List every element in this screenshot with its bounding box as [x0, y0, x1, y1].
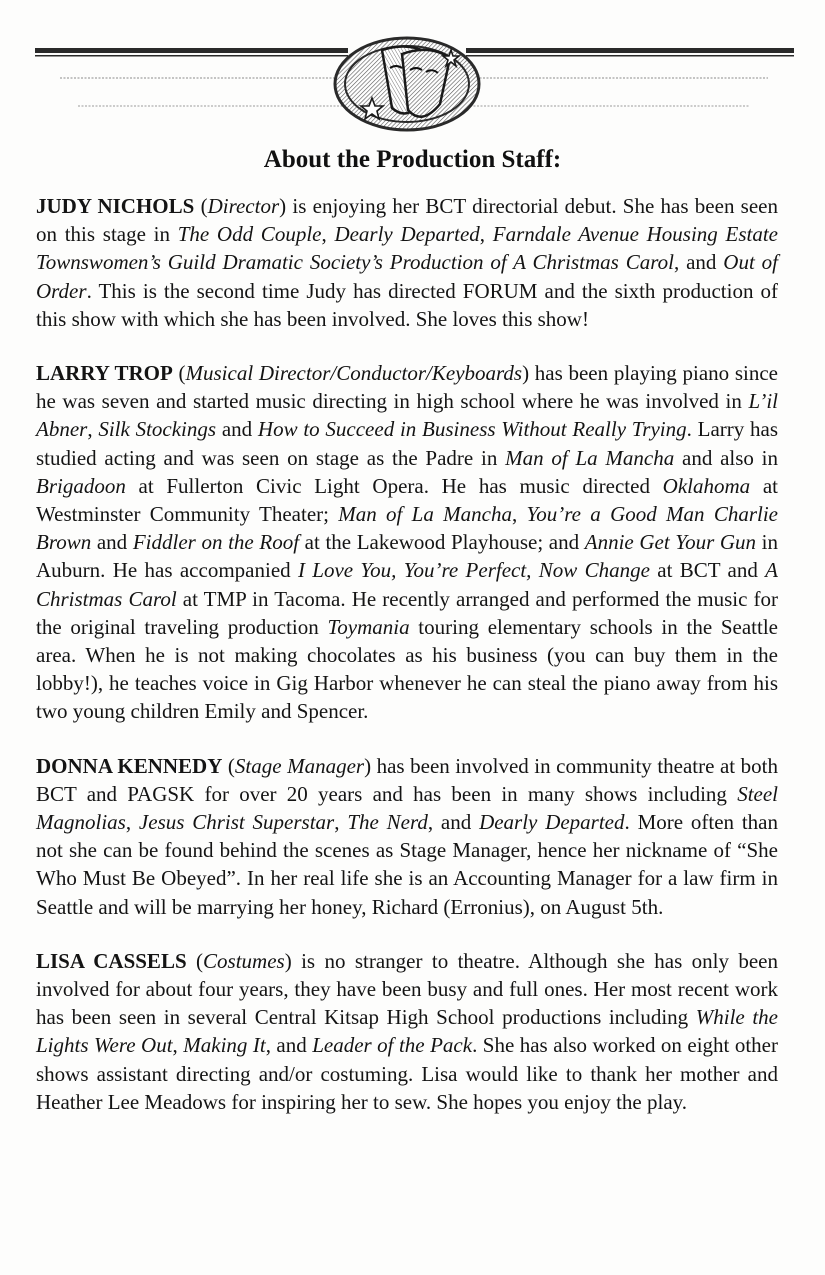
staff-role: Director [207, 194, 280, 218]
bio-text: is no stranger to theatre. Although she has only been involved for about four years, they have been busy and full ones. Her most recent work has been seen in several Central Kitsap High School productions including [36, 948, 778, 1030]
show-title: Making It [183, 1033, 266, 1058]
show-title: Annie Get Your Gun [584, 530, 757, 555]
theatre-masks-emblem-icon [30, 30, 795, 140]
show-title: Man of La Mancha [338, 502, 512, 527]
show-title: Farndale Avenue Housing Estate Townswomen’s Guild Dramatic Society’s Production of A Christmas Carol [36, 222, 778, 275]
show-title: I Love You, You’re Perfect, Now Change [297, 558, 650, 583]
bio-paragraph: JUDY NICHOLS (Director) is enjoying her BCT directorial debut. She has been seen on this stage in The Odd Couple, Dearly Departed, Farndale Avenue Housing Estate Townswomen’s Guild Dramatic Society’s Production of A Christmas Carol, and Out of Order. This is the second time Judy has directed FORUM and the sixth production of this show with which she has been involved. She loves this show! [36, 194, 778, 331]
staff-name: JUDY NICHOLS [36, 194, 195, 218]
show-title: How to Succeed in Business Without Really Trying [257, 417, 687, 442]
bio-text: and [216, 417, 258, 442]
bio-text: at Westminster Community Theater; [36, 473, 778, 527]
bio-text: at BCT and [649, 558, 766, 583]
bio-text: in Auburn. He has accompanied [36, 530, 778, 583]
bio-text: has been involved in community theatre at both BCT and PAGSK for over 20 years and has been in many shows including [36, 753, 778, 806]
show-title: While the Lights Were Out [36, 1005, 779, 1058]
bio-text: , [87, 417, 99, 442]
show-title: The Odd Couple [177, 222, 322, 247]
staff-role: Stage Manager [234, 753, 365, 778]
bio-text: , [321, 222, 335, 247]
staff-name: LISA CASSELS [36, 948, 187, 973]
bio-text: , [172, 1033, 184, 1058]
bio-text: . This is the second time Judy has directed FORUM and the sixth production of this show with which she has been involved. She loves this show! [36, 278, 778, 331]
bio-text: , and [427, 810, 480, 835]
bio-text: is enjoying her BCT directorial debut. She has been seen on this stage in [36, 194, 778, 247]
bio-text: , and [265, 1033, 313, 1058]
show-title: Dearly Departed [479, 810, 625, 835]
bio-text: at Fullerton Civic Light Opera. He has music directed [125, 473, 663, 498]
bio-text: at the Lakewood Playhouse; and [299, 530, 585, 555]
show-title: Silk Stockings [98, 417, 217, 442]
staff-name: DONNA KENNEDY [36, 753, 223, 778]
show-title: Man of La Mancha [505, 445, 675, 470]
bio-text: and [91, 530, 133, 555]
bio-text: touring elementary schools in the Seattle area. When he is not making chocolates as his business (you can buy them in the lobby!), he teaches voice in Gig Harbor whenever he can steal the piano away from his two young children Emily and Spencer. [36, 614, 779, 724]
bio-text: at TMP in Tacoma. He recently arranged and performed the music for the original traveling production [36, 586, 778, 639]
show-title: Steel Magnolias [36, 781, 778, 835]
show-title: Out of Order [36, 250, 778, 303]
page-title: About the Production Staff: [263, 146, 562, 173]
staff-bios [36, 192, 778, 1142]
staff-role: Musical Director/Conductor/Keyboards [185, 361, 523, 386]
show-title: Leader of the Pack [312, 1033, 473, 1058]
bio-text: . Larry has studied acting and was seen on stage as the Padre in [36, 417, 779, 470]
bio-text: , [334, 810, 348, 835]
show-title: The Nerd [347, 810, 428, 835]
show-title: You’re a Good Man Charlie Brown [36, 502, 778, 555]
show-title: Jesus Christ Superstar [138, 810, 335, 835]
bio-text: has been playing piano since he was seven and started music directing in high school where he was involved in [36, 361, 778, 414]
staff-name: LARRY TROP [36, 361, 173, 386]
staff-role: Costumes [203, 948, 285, 973]
show-title: Brigadoon [36, 473, 126, 498]
show-title: Fiddler on the Roof [132, 530, 300, 555]
bio-paragraph: DONNA KENNEDY (Stage Manager) has been involved in community theatre at both BCT and PAGSK for over 20 years and has been in many shows including Steel Magnolias, Jesus Christ Superstar, The Nerd, and Dearly Departed. More often than not she can be found behind the scenes as Stage Manager, hence her nickname of “She Who Must Be Obeyed”. In her real life she is an Accounting Manager for a law firm in Seattle and will be marrying her honey, Richard (Erronius), on August 5th. [36, 753, 779, 919]
show-title: Toymania [327, 614, 410, 639]
bio-text: , and [673, 250, 724, 275]
bio-paragraph: LISA CASSELS (Costumes) is no stranger to theatre. Although she has only been involved for about four years, they have been busy and full ones. Her most recent work has been seen in several Central Kitsap High School productions including While the Lights Were Out, Making It, and Leader of the Pack. She has also worked on eight other shows assistant directing and/or costuming. Lisa would like to thank her mother and Heather Lee Meadows for inspiring her to sew. She hopes you enjoy the play. [36, 948, 779, 1114]
show-title: Oklahoma [662, 473, 751, 498]
show-title: L’il Abner [36, 389, 778, 442]
show-title: Dearly Departed [334, 222, 480, 247]
bio-text: , [125, 810, 139, 835]
bio-text: . She has also worked on eight other shows assistant directing and/or costuming. Lisa would like to thank her mother and Heather Lee Meadows for inspiring her to sew. She hopes you enjoy the play. [36, 1033, 778, 1114]
bio-text: , [479, 222, 493, 247]
bio-text: and also in [674, 445, 779, 470]
show-title: A Christmas Carol [36, 558, 778, 611]
bio-text: , [511, 502, 527, 527]
bio-text: . More often than not she can be found behind the scenes as Stage Manager, hence her nickname of “She Who Must Be Obeyed”. In her real life she is an Accounting Manager for a law firm in Seattle and will be marrying her honey, Richard (Erronius), on August 5th. [36, 810, 779, 919]
bio-paragraph: LARRY TROP (Musical Director/Conductor/Keyboards) has been playing piano since he was seven and started music directing in high school where he was involved in L’il Abner, Silk Stockings and How to Succeed in Business Without Really Trying. Larry has studied acting and was seen on stage as the Padre in Man of La Mancha and also in Brigadoon at Fullerton Civic Light Opera. He has music directed Oklahoma at Westminster Community Theater; Man of La Mancha, You’re a Good Man Charlie Brown and Fiddler on the Roof at the Lakewood Playhouse; and Annie Get Your Gun in Auburn. He has accompanied I Love You, You’re Perfect, Now Change at BCT and A Christmas Carol at TMP in Tacoma. He recently arranged and performed the music for the original traveling production Toymania touring elementary schools in the Seattle area. When he is not making chocolates as his business (you can buy them in the lobby!), he teaches voice in Gig Harbor whenever he can steal the piano away from his two young children Emily and Spencer. [36, 361, 779, 724]
